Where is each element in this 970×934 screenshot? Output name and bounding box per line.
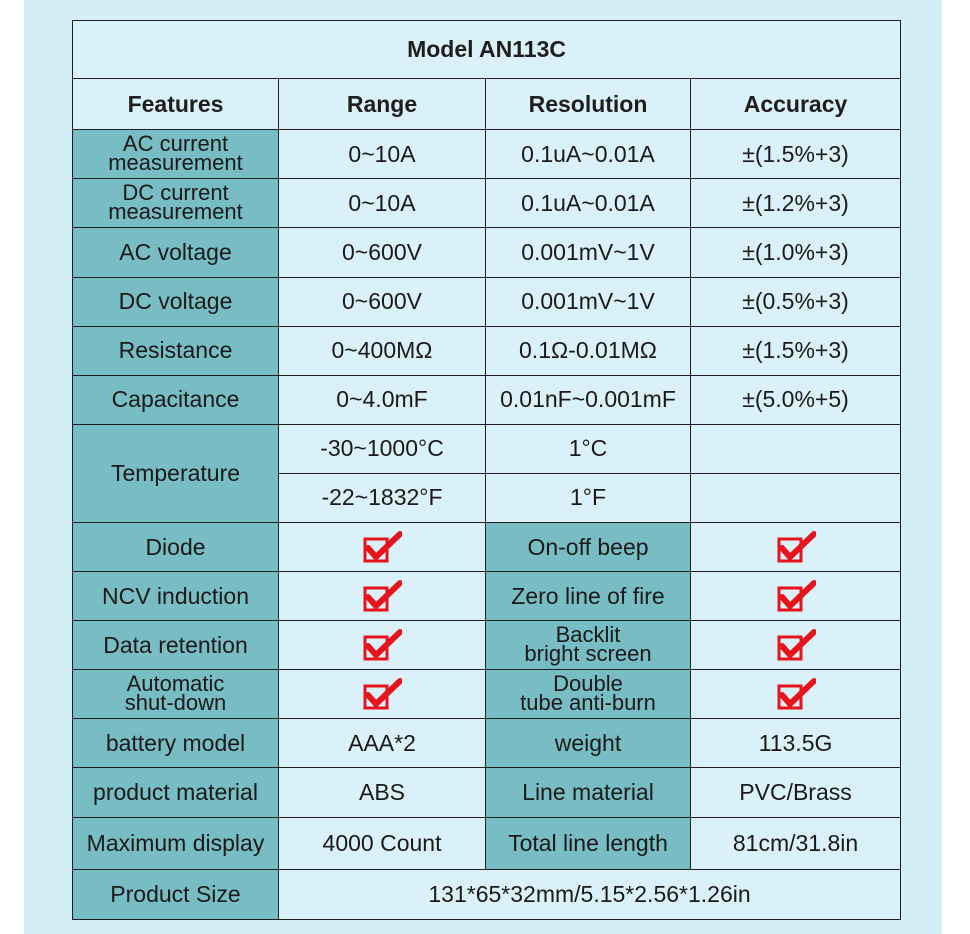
check-cell (691, 572, 901, 621)
feature-line: DC current (122, 180, 229, 206)
table-row (73, 719, 901, 768)
table-row (73, 522, 901, 571)
model-title: Model AN113C (73, 21, 901, 79)
feature-ncv-induction: NCV induction (73, 572, 279, 621)
checkbox-checked-icon (362, 529, 402, 565)
spec-table (72, 20, 901, 920)
table-row (73, 375, 901, 424)
feature-line: shut-down (124, 690, 227, 716)
resolution-cell: 0.1uA~0.01A (486, 179, 691, 228)
table-row (73, 130, 901, 179)
feature-line: Double (553, 671, 623, 697)
value-weight: 113.5G (691, 719, 901, 768)
checkbox-checked-icon (776, 529, 816, 565)
table-row (73, 869, 901, 919)
label-product-material: product material (73, 768, 279, 817)
feature-ac-voltage: AC voltage (73, 228, 279, 277)
label-battery-model: battery model (73, 719, 279, 768)
checkbox-checked-icon (362, 578, 402, 614)
table-row (73, 621, 901, 670)
feature-dc-voltage: DC voltage (73, 277, 279, 326)
feature-automatic-shutdown (73, 670, 279, 719)
value-maximum-display: 4000 Count (279, 817, 486, 869)
feature-resistance: Resistance (73, 326, 279, 375)
value-total-line-length: 81cm/31.8in (691, 817, 901, 869)
label-product-size: Product Size (73, 869, 279, 919)
feature-diode: Diode (73, 522, 279, 571)
header-accuracy: Accuracy (691, 79, 901, 130)
table-row (73, 179, 901, 228)
value-battery-model: AAA*2 (279, 719, 486, 768)
table-row (73, 228, 901, 277)
accuracy-cell: ±(5.0%+5) (691, 375, 901, 424)
accuracy-cell: ±(1.5%+3) (691, 326, 901, 375)
feature-line: bright screen (524, 641, 652, 667)
check-cell (691, 670, 901, 719)
table-row (73, 817, 901, 869)
header-features: Features (73, 79, 279, 130)
feature-backlit-screen (486, 621, 691, 670)
resolution-cell: 0.1Ω-0.01MΩ (486, 326, 691, 375)
checkbox-checked-icon (362, 627, 402, 663)
range-cell: -22~1832°F (279, 473, 486, 522)
feature-ac-current (73, 130, 279, 179)
checkbox-checked-icon (362, 676, 402, 712)
feature-double-tube-anti-burn (486, 670, 691, 719)
feature-data-retention: Data retention (73, 621, 279, 670)
range-cell: -30~1000°C (279, 424, 486, 473)
accuracy-cell: ±(1.2%+3) (691, 179, 901, 228)
feature-line: tube anti-burn (520, 690, 656, 716)
label-maximum-display: Maximum display (73, 817, 279, 869)
range-cell: 0~4.0mF (279, 375, 486, 424)
table-row (73, 670, 901, 719)
feature-on-off-beep: On-off beep (486, 522, 691, 571)
value-product-material: ABS (279, 768, 486, 817)
range-cell: 0~600V (279, 277, 486, 326)
feature-temperature: Temperature (73, 424, 279, 522)
check-cell (279, 522, 486, 571)
label-total-line-length: Total line length (486, 817, 691, 869)
resolution-cell: 1°F (486, 473, 691, 522)
check-cell (279, 572, 486, 621)
header-resolution: Resolution (486, 79, 691, 130)
check-cell (279, 621, 486, 670)
feature-line: measurement (108, 199, 243, 225)
range-cell: 0~10A (279, 179, 486, 228)
check-cell (691, 621, 901, 670)
range-cell: 0~10A (279, 130, 486, 179)
accuracy-cell (691, 473, 901, 522)
feature-zero-line-of-fire: Zero line of fire (486, 572, 691, 621)
range-cell: 0~400MΩ (279, 326, 486, 375)
value-product-size: 131*65*32mm/5.15*2.56*1.26in (279, 869, 901, 919)
resolution-cell: 1°C (486, 424, 691, 473)
feature-line: measurement (108, 150, 243, 176)
table-row (73, 277, 901, 326)
table-row (73, 326, 901, 375)
resolution-cell: 0.001mV~1V (486, 277, 691, 326)
table-row (73, 424, 901, 473)
checkbox-checked-icon (776, 627, 816, 663)
check-cell (691, 522, 901, 571)
feature-capacitance: Capacitance (73, 375, 279, 424)
table-row (73, 572, 901, 621)
resolution-cell: 0.1uA~0.01A (486, 130, 691, 179)
feature-line: Backlit (555, 622, 621, 648)
label-line-material: Line material (486, 768, 691, 817)
table-row (73, 768, 901, 817)
check-cell (279, 670, 486, 719)
feature-line: AC current (122, 131, 229, 157)
value-line-material: PVC/Brass (691, 768, 901, 817)
resolution-cell: 0.01nF~0.001mF (486, 375, 691, 424)
header-range: Range (279, 79, 486, 130)
checkbox-checked-icon (776, 676, 816, 712)
accuracy-cell: ±(1.5%+3) (691, 130, 901, 179)
checkbox-checked-icon (776, 578, 816, 614)
accuracy-cell: ±(1.0%+3) (691, 228, 901, 277)
accuracy-cell: ±(0.5%+3) (691, 277, 901, 326)
feature-dc-current (73, 179, 279, 228)
resolution-cell: 0.001mV~1V (486, 228, 691, 277)
accuracy-cell (691, 424, 901, 473)
label-weight: weight (486, 719, 691, 768)
feature-line: Automatic (126, 671, 225, 697)
range-cell: 0~600V (279, 228, 486, 277)
